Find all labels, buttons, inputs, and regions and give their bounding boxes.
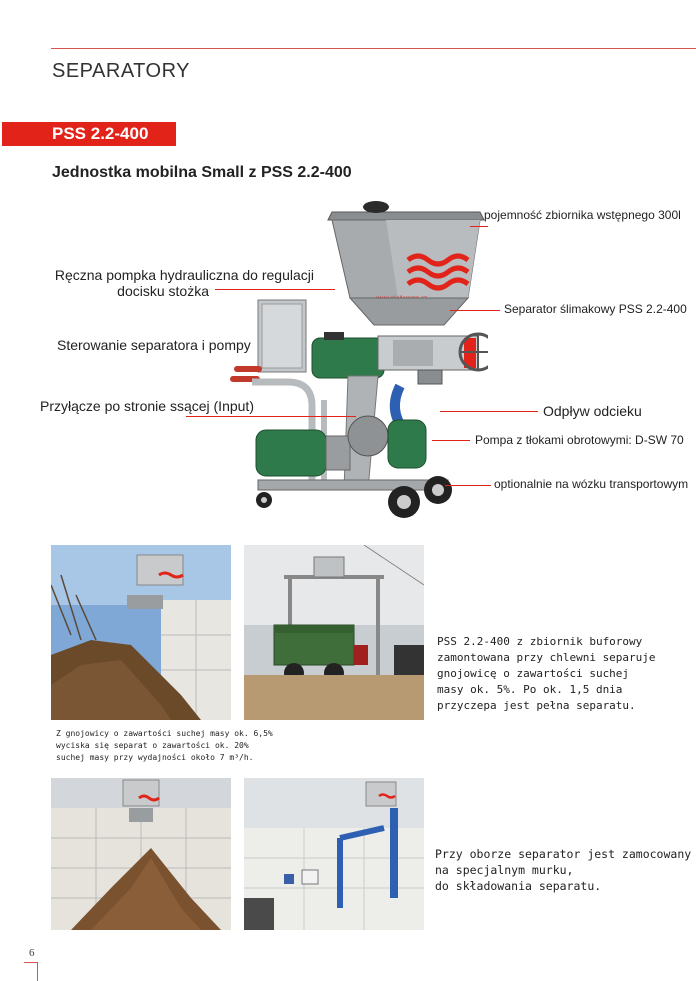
callout-tank-capacity: pojemność zbiornika wstępnego 300l (484, 208, 681, 222)
callout-rotary-pump: Pompa z tłokami obrotowymi: D-SW 70 (475, 433, 684, 447)
photo-trailer-under-separator (244, 545, 424, 720)
corner-mark-vertical (37, 962, 38, 981)
leader-tank-capacity (470, 226, 488, 227)
subtitle: Jednostka mobilna Small z PSS 2.2-400 (52, 164, 352, 181)
photo-separator-on-storage-wall (51, 778, 231, 930)
callout-suction-input: Przyłącze po stronie ssącej (Input) (40, 398, 254, 414)
photo-separator-on-concrete-wall (51, 545, 231, 720)
separator-machine-illustration (228, 190, 488, 525)
description-2: Przy oborze separator jest zamocowany na specjalnym murku, do składowania separatu. (435, 847, 692, 893)
leader-rotary-pump (432, 440, 470, 441)
corner-mark-horizontal (24, 962, 38, 963)
description-1: PSS 2.2-400 z zbiornik buforowy zamontowana przy chlewni separuje gnojowicę o zawartości suchej masy ok. 5%. Po ok. 1,5 dnia przyczepa jest pełna separatu. (437, 635, 656, 712)
callout-screw-separator: Separator ślimakowy PSS 2.2-400 (504, 302, 687, 316)
model-label: PSS 2.2-400 (52, 124, 149, 143)
leader-trolley (445, 485, 491, 486)
section-title: SEPARATORY (52, 60, 191, 82)
leader-hand-pump (215, 289, 335, 290)
top-rule (51, 48, 696, 49)
photo-barn-wall-installation (244, 778, 424, 930)
callout-hand-pump: Ręczna pompka hydrauliczna do regulacji docisku stożka (54, 267, 314, 299)
page-number: 6 (29, 947, 35, 959)
leader-suction-input (186, 416, 356, 417)
photo-caption-1: Z gnojowicy o zawartości suchej masy ok. 6,5% wyciska się separat o zawartości ok. 20% suchej masy przy wydajności około 7 m³/h. (56, 729, 273, 762)
leader-effluent-outlet (440, 411, 538, 412)
callout-trolley: optionalnie na wózku transportowym (494, 477, 689, 491)
leader-screw-separator (450, 310, 500, 311)
callout-control: Sterowanie separatora i pompy (57, 337, 251, 353)
callout-effluent-outlet: Odpływ odcieku (543, 403, 642, 419)
